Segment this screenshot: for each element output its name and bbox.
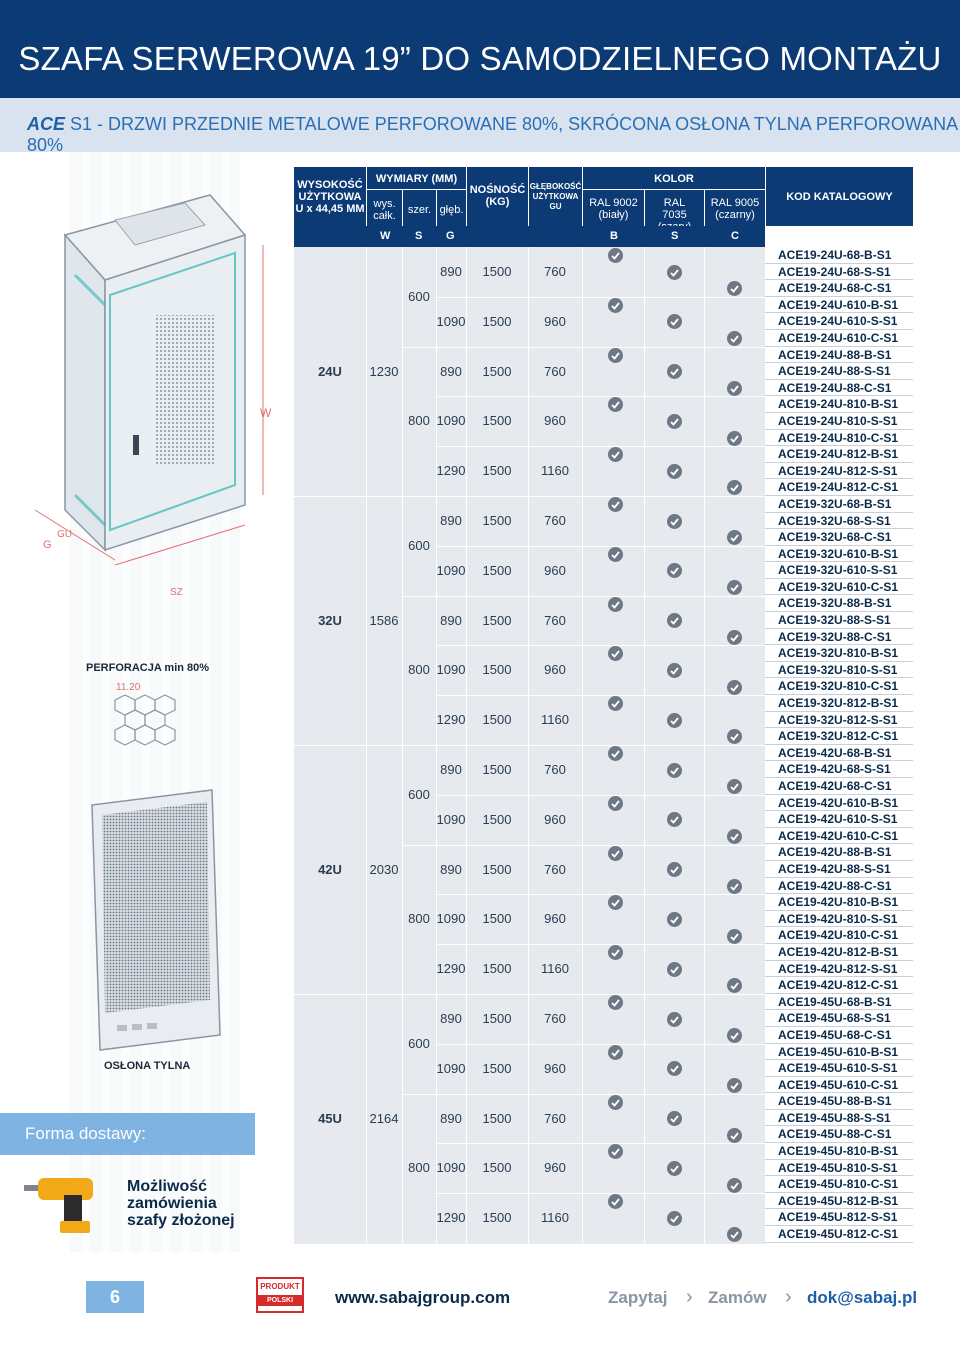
depth-cell: 1090	[436, 662, 466, 678]
checkmark-icon	[667, 265, 682, 280]
row-divider	[436, 1143, 765, 1144]
hexagon-perforation-icon	[100, 690, 200, 760]
catalog-code: ACE19-45U-610-C-S1	[765, 1077, 913, 1094]
catalog-code: ACE19-24U-812-B-S1	[765, 446, 913, 463]
page-number: 6	[86, 1281, 144, 1313]
catalog-code: ACE19-45U-68-B-S1	[765, 994, 913, 1011]
checkmark-icon	[608, 696, 623, 711]
catalog-code: ACE19-32U-88-C-S1	[765, 629, 913, 646]
usable-depth-cell: 760	[544, 363, 566, 379]
ask-link[interactable]: Zapytaj	[608, 1288, 668, 1307]
checkmark-icon	[608, 945, 623, 960]
catalog-code: ACE19-32U-610-C-S1	[765, 579, 913, 596]
width-cell: 600	[408, 786, 430, 802]
catalog-code: ACE19-42U-610-C-S1	[765, 828, 913, 845]
row-divider	[436, 795, 765, 796]
catalog-code: ACE19-32U-812-S-S1	[765, 712, 913, 729]
catalog-code: ACE19-32U-812-C-S1	[765, 728, 913, 745]
checkmark-icon	[608, 1194, 623, 1209]
checkmark-icon	[727, 1028, 742, 1043]
width-cell: 800	[408, 911, 430, 927]
chevron-right-icon: ›	[686, 1286, 693, 1308]
load-cell: 1500	[482, 363, 512, 379]
depth-cell: 1290	[436, 961, 466, 977]
usable-depth-cell: 960	[544, 662, 566, 678]
subtitle-text	[27, 114, 960, 156]
catalog-code: ACE19-45U-68-C-S1	[765, 1027, 913, 1044]
catalog-code: ACE19-32U-610-S-S1	[765, 562, 913, 579]
catalog-code: ACE19-42U-812-B-S1	[765, 944, 913, 961]
subtitle-description: DRZWI PRZEDNIE METALOWE PERFOROWANE 80%, SKRÓCONA OSŁONA TYLNA PERFOROWANA 80%	[27, 114, 958, 155]
width-cell: 600	[408, 288, 430, 304]
depth-cell: 890	[440, 263, 462, 279]
width-cell: 600	[408, 537, 430, 553]
catalog-code: ACE19-45U-88-C-S1	[765, 1126, 913, 1143]
checkmark-icon	[727, 331, 742, 346]
checkmark-icon	[727, 1078, 742, 1093]
catalog-code: ACE19-32U-88-S-S1	[765, 612, 913, 629]
logo-bottom-text: POLSKI	[258, 1295, 302, 1306]
catalog-code: ACE19-24U-610-B-S1	[765, 297, 913, 314]
delivery-line-2: zamówienia	[127, 1195, 217, 1212]
header-load: NOŚNOŚĆ (KG)	[466, 167, 528, 226]
checkmark-icon	[727, 281, 742, 296]
total-height-cell: 1230	[369, 363, 399, 379]
catalog-code: ACE19-24U-88-B-S1	[765, 347, 913, 364]
dim-w-label: W	[260, 406, 272, 420]
catalog-code: ACE19-42U-810-B-S1	[765, 894, 913, 911]
catalog-code: ACE19-45U-88-S-S1	[765, 1110, 913, 1127]
checkmark-icon	[608, 397, 623, 412]
catalog-code: ACE19-32U-88-B-S1	[765, 595, 913, 612]
catalog-code: ACE19-42U-68-B-S1	[765, 745, 913, 762]
checkmark-icon	[667, 563, 682, 578]
depth-cell: 1090	[436, 811, 466, 827]
header-total-height: wys. całk.	[366, 189, 402, 226]
checkmark-icon	[727, 1128, 742, 1143]
checkmark-icon	[667, 663, 682, 678]
width-cell: 800	[408, 662, 430, 678]
catalog-code: ACE19-24U-610-C-S1	[765, 330, 913, 347]
usable-depth-cell: 960	[544, 562, 566, 578]
usable-depth-cell: 1160	[541, 1210, 569, 1226]
subtitle-strip	[0, 98, 960, 155]
checkmark-icon	[667, 962, 682, 977]
catalog-code: ACE19-24U-810-C-S1	[765, 430, 913, 447]
catalog-code: ACE19-24U-810-B-S1	[765, 396, 913, 413]
depth-cell: 890	[440, 363, 462, 379]
catalog-code-column	[765, 247, 913, 1243]
dim-sz-label: SZ	[170, 587, 183, 598]
load-cell: 1500	[482, 1210, 512, 1226]
load-cell: 1500	[482, 712, 512, 728]
delivery-line-1: Możliwość	[127, 1178, 208, 1195]
catalog-code: ACE19-24U-68-B-S1	[765, 247, 913, 264]
depth-cell: 890	[440, 612, 462, 628]
website-link[interactable]: www.sabajgroup.com	[335, 1288, 511, 1307]
load-cell: 1500	[482, 811, 512, 827]
logo-top-text: PRODUKT	[260, 1282, 300, 1291]
catalog-code: ACE19-42U-810-C-S1	[765, 927, 913, 944]
row-divider	[402, 596, 765, 597]
catalog-code: ACE19-32U-810-C-S1	[765, 678, 913, 695]
header-depth: głęb.	[436, 189, 466, 226]
dim-gu-label: GU	[57, 529, 72, 540]
depth-cell: 890	[440, 1010, 462, 1026]
load-cell: 1500	[482, 313, 512, 329]
load-cell: 1500	[482, 911, 512, 927]
delivery-label: Forma dostawy:	[0, 1113, 255, 1155]
page-header	[0, 0, 960, 98]
load-cell: 1500	[482, 1110, 512, 1126]
letter-s-color: S	[671, 230, 679, 242]
checkmark-icon	[608, 1045, 623, 1060]
catalog-code: ACE19-42U-810-S-S1	[765, 911, 913, 928]
checkmark-icon	[727, 431, 742, 446]
usable-depth-cell: 960	[544, 911, 566, 927]
checkmark-icon	[727, 1178, 742, 1193]
row-divider	[402, 845, 765, 846]
usable-height-cell: 24U	[318, 363, 342, 379]
dim-g-label: G	[43, 539, 52, 551]
catalog-code: ACE19-45U-810-B-S1	[765, 1143, 913, 1160]
checkmark-icon	[727, 779, 742, 794]
catalog-code: ACE19-32U-610-B-S1	[765, 546, 913, 563]
row-divider	[436, 446, 765, 447]
catalog-code: ACE19-24U-812-C-S1	[765, 479, 913, 496]
catalog-code: ACE19-45U-812-C-S1	[765, 1226, 913, 1243]
checkmark-icon	[608, 895, 623, 910]
catalog-code: ACE19-24U-812-S-S1	[765, 463, 913, 480]
rear-cover-drawing	[82, 785, 232, 1060]
catalog-code: ACE19-24U-88-S-S1	[765, 363, 913, 380]
checkmark-icon	[727, 381, 742, 396]
depth-cell: 890	[440, 761, 462, 777]
header-usable-depth: GŁĘBOKOŚĆ UŻYTKOWA GU	[528, 167, 582, 226]
row-divider	[436, 1044, 765, 1045]
catalog-code: ACE19-45U-810-C-S1	[765, 1176, 913, 1193]
checkmark-icon	[667, 1211, 682, 1226]
depth-cell: 890	[440, 512, 462, 528]
checkmark-icon	[608, 796, 623, 811]
row-divider	[436, 1193, 765, 1194]
row-divider	[436, 297, 765, 298]
row-divider	[436, 396, 765, 397]
checkmark-icon	[727, 480, 742, 495]
checkmark-icon	[608, 547, 623, 562]
catalog-code: ACE19-24U-610-S-S1	[765, 313, 913, 330]
load-cell: 1500	[482, 961, 512, 977]
checkmark-icon	[667, 514, 682, 529]
catalog-code: ACE19-32U-68-C-S1	[765, 529, 913, 546]
checkmark-icon	[608, 846, 623, 861]
rack-drawing	[15, 165, 290, 605]
letter-b: B	[610, 230, 618, 242]
catalog-code: ACE19-32U-810-S-S1	[765, 662, 913, 679]
usable-depth-cell: 960	[544, 1160, 566, 1176]
checkmark-icon	[667, 1061, 682, 1076]
catalog-code: ACE19-42U-610-S-S1	[765, 811, 913, 828]
checkmark-icon	[667, 464, 682, 479]
checkmark-icon	[608, 248, 623, 263]
header-usable-height: WYSOKOŚĆ UŻYTKOWA U x 44,45 MM	[294, 167, 366, 247]
row-divider	[402, 347, 765, 348]
checkmark-icon	[727, 530, 742, 545]
catalog-code: ACE19-42U-88-C-S1	[765, 878, 913, 895]
checkmark-icon	[667, 1111, 682, 1126]
load-cell: 1500	[482, 463, 512, 479]
checkmark-icon	[727, 978, 742, 993]
checkmark-icon	[667, 1012, 682, 1027]
group-divider	[294, 994, 765, 995]
checkmark-icon	[727, 630, 742, 645]
produkt-polski-logo	[256, 1277, 304, 1313]
catalog-code: ACE19-45U-812-S-S1	[765, 1209, 913, 1226]
row-divider	[436, 894, 765, 895]
usable-depth-cell: 1160	[541, 463, 569, 479]
load-cell: 1500	[482, 761, 512, 777]
load-cell: 1500	[482, 263, 512, 279]
depth-cell: 1090	[436, 562, 466, 578]
width-cell: 800	[408, 1160, 430, 1176]
load-cell: 1500	[482, 861, 512, 877]
checkmark-icon	[608, 497, 623, 512]
usable-depth-cell: 760	[544, 861, 566, 877]
letter-s: S	[415, 230, 423, 242]
catalog-code: ACE19-42U-88-B-S1	[765, 844, 913, 861]
row-divider	[402, 1094, 765, 1095]
load-cell: 1500	[482, 1160, 512, 1176]
usable-height-cell: 42U	[318, 861, 342, 877]
catalog-code: ACE19-42U-812-C-S1	[765, 977, 913, 994]
checkmark-icon	[667, 1161, 682, 1176]
delivery-note	[127, 1178, 235, 1229]
checkmark-icon	[667, 862, 682, 877]
catalog-code: ACE19-45U-810-S-S1	[765, 1160, 913, 1177]
checkmark-icon	[608, 1144, 623, 1159]
load-cell: 1500	[482, 512, 512, 528]
header-dimensions: WYMIARY (MM)	[366, 167, 466, 189]
header-ral7035: RAL 7035	[644, 189, 704, 226]
usable-depth-cell: 760	[544, 512, 566, 528]
depth-cell: 1290	[436, 1210, 466, 1226]
total-height-cell: 2164	[369, 1110, 399, 1126]
load-cell: 1500	[482, 1010, 512, 1026]
load-cell: 1500	[482, 612, 512, 628]
depth-cell: 890	[440, 861, 462, 877]
usable-depth-cell: 960	[544, 413, 566, 429]
checkmark-icon	[727, 680, 742, 695]
usable-depth-cell: 760	[544, 263, 566, 279]
depth-cell: 1090	[436, 911, 466, 927]
header-catalog-code: KOD KATALOGOWY	[765, 167, 913, 226]
catalog-code: ACE19-42U-68-C-S1	[765, 778, 913, 795]
depth-cell: 1290	[436, 712, 466, 728]
catalog-code: ACE19-32U-68-S-S1	[765, 513, 913, 530]
checkmark-icon	[727, 580, 742, 595]
checkmark-icon	[667, 812, 682, 827]
header-color: KOLOR	[582, 167, 765, 189]
catalog-code: ACE19-42U-610-B-S1	[765, 795, 913, 812]
checkmark-icon	[608, 348, 623, 363]
perforation-value: 11.20	[116, 682, 141, 693]
checkmark-icon	[608, 447, 623, 462]
checkmark-icon	[727, 829, 742, 844]
catalog-code: ACE19-32U-812-B-S1	[765, 695, 913, 712]
catalog-code: ACE19-32U-68-B-S1	[765, 496, 913, 513]
usable-depth-cell: 760	[544, 1010, 566, 1026]
catalog-code: ACE19-45U-88-B-S1	[765, 1093, 913, 1110]
checkmark-icon	[667, 763, 682, 778]
usable-height-cell: 45U	[318, 1110, 342, 1126]
header-ral9002: RAL 9002 (biały)	[582, 189, 644, 226]
depth-cell: 890	[440, 1110, 462, 1126]
drill-icon	[24, 1175, 109, 1235]
catalog-code: ACE19-42U-812-S-S1	[765, 961, 913, 978]
model-name: S1 -	[65, 114, 109, 134]
checkmark-icon	[727, 729, 742, 744]
letter-c: C	[731, 230, 739, 242]
usable-depth-cell: 1160	[541, 961, 569, 977]
catalog-code: ACE19-45U-68-S-S1	[765, 1010, 913, 1027]
row-divider	[436, 645, 765, 646]
rear-cover-label: OSŁONA TYLNA	[104, 1060, 191, 1072]
checkmark-icon	[608, 1095, 623, 1110]
checkmark-icon	[667, 613, 682, 628]
load-cell: 1500	[482, 662, 512, 678]
group-divider	[294, 496, 765, 497]
checkmark-icon	[608, 995, 623, 1010]
checkmark-icon	[727, 929, 742, 944]
checkmark-icon	[608, 298, 623, 313]
load-cell: 1500	[482, 562, 512, 578]
usable-height-cell: 32U	[318, 612, 342, 628]
checkmark-icon	[608, 646, 623, 661]
usable-depth-cell: 760	[544, 761, 566, 777]
letter-w: W	[380, 230, 391, 242]
usable-depth-cell: 960	[544, 811, 566, 827]
usable-depth-cell: 1160	[541, 712, 569, 728]
order-link[interactable]: Zamów	[708, 1288, 767, 1307]
group-divider	[294, 745, 765, 746]
row-divider	[436, 695, 765, 696]
delivery-line-3: szafy złożonej	[127, 1212, 235, 1229]
page-title: SZAFA SERWEROWA 19” DO SAMODZIELNEGO MONTAŻU	[18, 40, 942, 77]
checkmark-icon	[727, 879, 742, 894]
chevron-right-icon: ›	[785, 1286, 792, 1308]
row-divider	[436, 944, 765, 945]
catalog-code: ACE19-45U-610-S-S1	[765, 1060, 913, 1077]
catalog-code: ACE19-42U-88-S-S1	[765, 861, 913, 878]
depth-cell: 1090	[436, 313, 466, 329]
catalog-code: ACE19-24U-88-C-S1	[765, 380, 913, 397]
checkmark-icon	[667, 414, 682, 429]
checkmark-icon	[667, 713, 682, 728]
total-height-cell: 1586	[369, 612, 399, 628]
width-cell: 600	[408, 1035, 430, 1051]
catalog-code: ACE19-45U-812-B-S1	[765, 1193, 913, 1210]
perforation-label: PERFORACJA min 80%	[86, 662, 210, 674]
catalog-code: ACE19-45U-610-B-S1	[765, 1044, 913, 1061]
load-cell: 1500	[482, 413, 512, 429]
catalog-code: ACE19-24U-810-S-S1	[765, 413, 913, 430]
header-ral9005: RAL 9005 (czarny)	[704, 189, 765, 226]
checkmark-icon	[667, 314, 682, 329]
row-divider	[436, 546, 765, 547]
depth-cell: 1090	[436, 413, 466, 429]
total-height-cell: 2030	[369, 861, 399, 877]
catalog-code: ACE19-42U-68-S-S1	[765, 761, 913, 778]
usable-depth-cell: 960	[544, 313, 566, 329]
depth-cell: 1090	[436, 1160, 466, 1176]
brand-name: ACE	[27, 114, 66, 134]
catalog-code: ACE19-32U-810-B-S1	[765, 645, 913, 662]
header-width: szer.	[402, 189, 436, 226]
letter-g: G	[446, 230, 455, 242]
email-link[interactable]: dok@sabaj.pl	[807, 1288, 918, 1307]
catalog-code: ACE19-24U-68-C-S1	[765, 280, 913, 297]
catalog-code: ACE19-24U-68-S-S1	[765, 264, 913, 281]
usable-depth-cell: 760	[544, 612, 566, 628]
width-cell: 800	[408, 413, 430, 429]
depth-cell: 1290	[436, 463, 466, 479]
load-cell: 1500	[482, 1060, 512, 1076]
checkmark-icon	[608, 597, 623, 612]
checkmark-icon	[667, 364, 682, 379]
checkmark-icon	[667, 912, 682, 927]
header-letter-row	[294, 226, 765, 247]
checkmark-icon	[608, 746, 623, 761]
usable-depth-cell: 760	[544, 1110, 566, 1126]
checkmark-icon	[727, 1227, 742, 1242]
usable-depth-cell: 960	[544, 1060, 566, 1076]
depth-cell: 1090	[436, 1060, 466, 1076]
